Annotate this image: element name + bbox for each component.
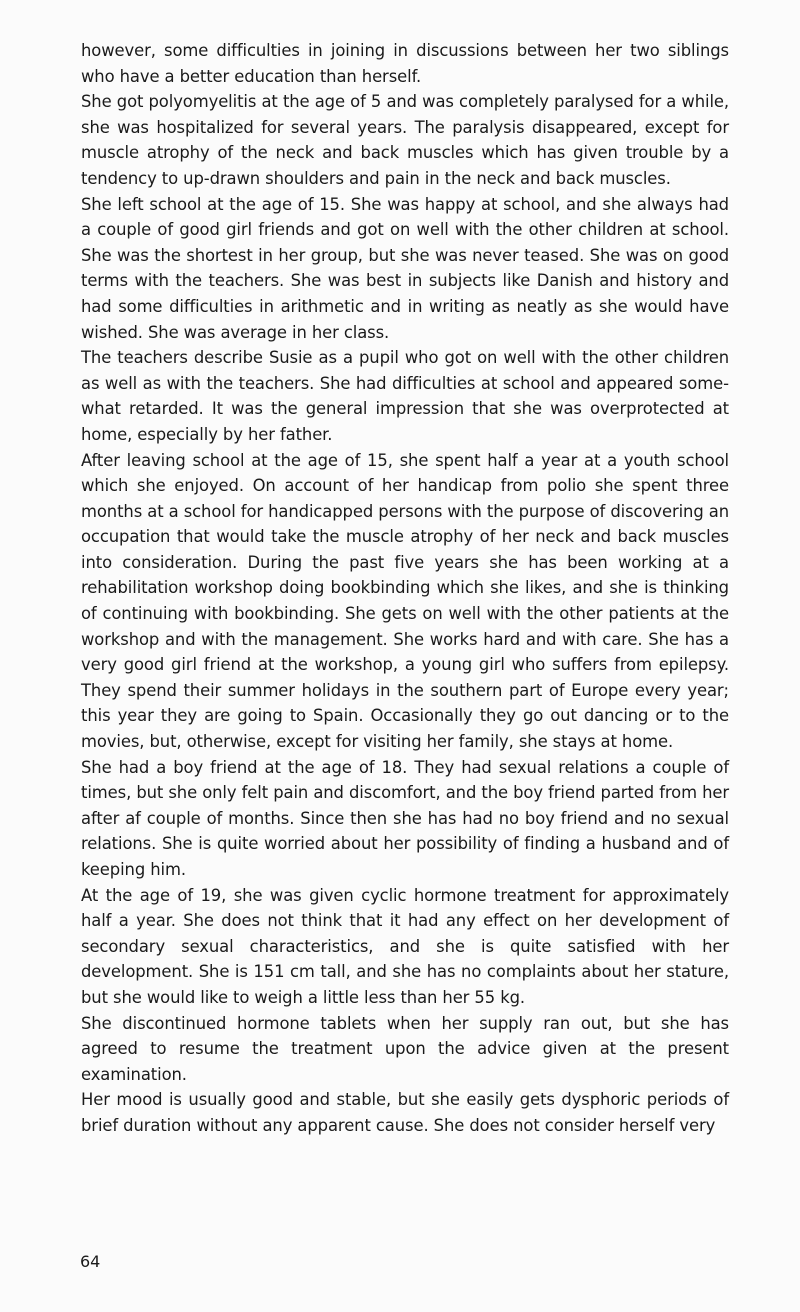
paragraph-teachers: The teachers describe Susie as a pupil who got on well with the other children as well as with the teachers. She had difficulties at school and appeared somewhat retarded. It was the general impression that she was overprotected at home, especially by her father.	[81, 348, 729, 444]
paragraph-school: She left school at the age of 15. She was happy at school, and she always had a couple of good girl friends and got on well with the other children at school. She was the shortest in her group, but she was never teased. She was on good terms with the teachers. She was best in subjects like Danish and history and had some difficulties in arithmetic and in writing as neatly as she would have wished. She was average in her class.	[81, 194, 729, 342]
paragraph-work: After leaving school at the age of 15, she spent half a year at a youth school which she enjoyed. On account of her handicap from polio she spent three months at a school for handicapped persons with the purpose of discovering an occupation that would take the muscle atrophy of her neck and back muscles into consideration. During the past five years she has been working at a rehabilitation workshop doing bookbinding which she likes, and she is thinking of continuing with bookbinding. She gets on well with the other patients at the workshop and with the management. She works hard and with care. She has a very good girl friend at the workshop, a young girl who suffers from epilepsy. They spend their summer holidays in the southern part of Europe every year; this year they are going to Spain. Occasionally they go out dancing or to the movies, but, otherwise, except for visiting her family, she stays at home.	[81, 450, 729, 752]
paragraph-relationships: She had a boy friend at the age of 18. They had sexual relations a couple of times, but she only felt pain and discomfort, and the boy friend parted from her after af couple of months. Since then she has had no boy friend and no sexual relations. She is quite worried about her possibility of finding a husband and of keeping him.	[81, 757, 729, 879]
paragraph-tablets: She discontinued hormone tablets when her supply ran out, but she has agreed to resume the treatment upon the advice given at the present examination.	[81, 1013, 729, 1084]
paragraph-polio-history: She got polyomyelitis at the age of 5 and was completely paralysed for a while, she was hospitalized for several years. The paralysis disappeared, except for muscle atrophy of the neck and back muscles which has given trouble by a tendency to up-drawn shoulders and pain in the neck and back muscles.	[81, 92, 729, 188]
body-text	[81, 38, 729, 1139]
page-number: 64	[80, 1252, 101, 1271]
paragraph-continuation: however, some difficulties in joining in discussions between her two siblings who have a better education than herself.	[81, 41, 729, 86]
paragraph-mood: Her mood is usually good and stable, but she easily gets dysphoric periods of brief duration without any apparent cause. She does not consider herself very	[81, 1090, 729, 1135]
paragraph-hormone-treatment: At the age of 19, she was given cyclic hormone treatment for approximately half a year. She does not think that it had any effect on her development of secondary sexual characteristics, and she is quite satisfied with her development. She is 151 cm tall, and she has no complaints about her stature, but she would like to weigh a little less than her 55 kg.	[81, 885, 729, 1007]
